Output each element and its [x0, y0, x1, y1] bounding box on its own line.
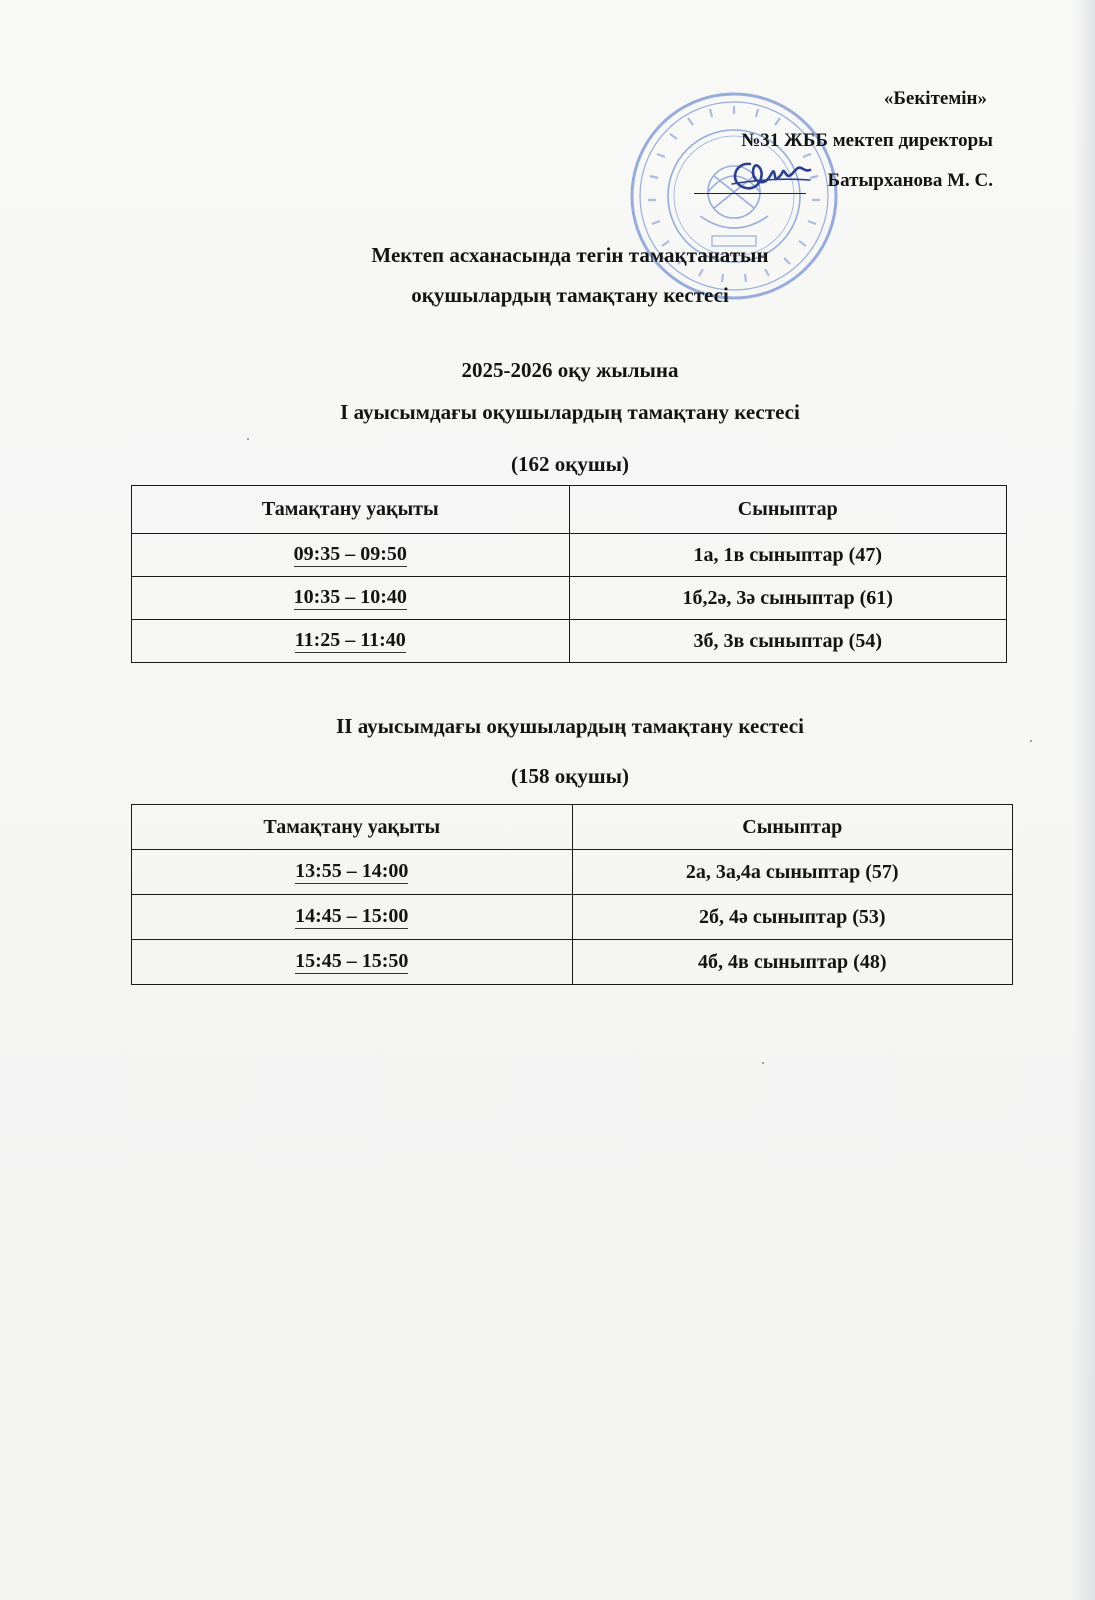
- director-signature-icon: [724, 150, 814, 196]
- academic-year: 2025-2026 оқу жылына: [461, 358, 679, 382]
- shift2-schedule-table: [131, 804, 1013, 985]
- header-time: Тамақтану уақыты: [132, 486, 570, 534]
- classes-cell: 4б, 4в сыныптар (48): [572, 940, 1013, 985]
- classes-cell: 1а, 1в сыныптар (47): [569, 534, 1007, 577]
- table-row: [132, 534, 1007, 577]
- classes-cell: 1б,2ә, 3ә сыныптар (61): [569, 577, 1007, 620]
- paper-speck: [247, 438, 249, 440]
- time-value: 09:35 – 09:50: [293, 543, 407, 565]
- table-row: [132, 577, 1007, 620]
- document-title-line2: оқушылардың тамақтану кестесі: [411, 283, 729, 307]
- time-value: 14:45 – 15:00: [295, 905, 409, 927]
- time-cell: [132, 577, 570, 620]
- time-cell: [132, 620, 570, 663]
- header-classes: Сыныптар: [572, 805, 1013, 850]
- classes-cell: 2а, 3а,4а сыныптар (57): [572, 850, 1013, 895]
- time-value: 11:25 – 11:40: [294, 629, 406, 651]
- time-cell: [132, 850, 573, 895]
- shift2-count: (158 оқушы): [511, 764, 629, 788]
- official-stamp-icon: [628, 90, 840, 302]
- approval-role: №31 ЖББ мектеп директоры: [741, 130, 993, 151]
- table-row: [132, 620, 1007, 663]
- table-header-row: [132, 805, 1013, 850]
- time-value: 10:35 – 10:40: [293, 586, 407, 608]
- time-value: 13:55 – 14:00: [295, 860, 409, 882]
- paper-speck: [762, 1062, 764, 1064]
- shift1-schedule-table: [131, 485, 1007, 663]
- time-cell: [132, 895, 573, 940]
- shift1-title: І ауысымдағы оқушылардың тамақтану кестесі: [340, 400, 800, 424]
- table-row: [132, 895, 1013, 940]
- approval-name: Батырханова М. С.: [827, 170, 993, 191]
- time-cell: [132, 940, 573, 985]
- header-classes: Сыныптар: [569, 486, 1007, 534]
- signature-line: [694, 193, 806, 194]
- classes-cell: 3б, 3в сыныптар (54): [569, 620, 1007, 663]
- approval-title: «Бекітемін»: [883, 88, 987, 109]
- time-value: 15:45 – 15:50: [295, 950, 409, 972]
- document-title-line1: Мектеп асханасында тегін тамақтанатын: [371, 243, 769, 267]
- shift2-title: ІІ ауысымдағы оқушылардың тамақтану кестесі: [336, 714, 804, 738]
- table-row: [132, 850, 1013, 895]
- paper-speck: [1030, 740, 1032, 742]
- table-row: [132, 940, 1013, 985]
- table-header-row: [132, 486, 1007, 534]
- time-cell: [132, 534, 570, 577]
- shift1-count: (162 оқушы): [511, 452, 629, 476]
- header-time: Тамақтану уақыты: [132, 805, 573, 850]
- page-edge-shadow: [1073, 0, 1095, 1600]
- classes-cell: 2б, 4ә сыныптар (53): [572, 895, 1013, 940]
